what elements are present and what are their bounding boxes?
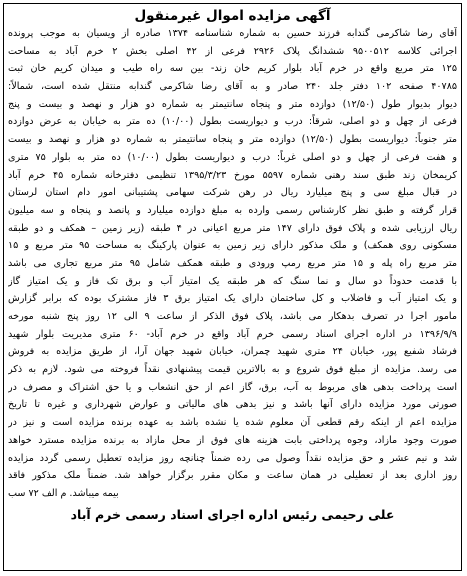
notice-line: فرشاد شفیع پور، خیابان ۲۴ متری شهید چمران، خیابان شهید جهان آرا، از طریق مزایده به فروش — [8, 346, 457, 358]
notice-title: آگهی مزایده اموال غیرمنقول — [134, 8, 331, 24]
notice-line: است پرداخت بدهی های مربوط به آب، برق، گاز اعم از حق انشعاب و یا حق اشتراک و مصرف در — [8, 381, 457, 393]
notice-line: صورت وجود مازاد، وجوه پرداختی بابت هزینه های فوق از محل مازاد به برنده مزایده مسترد خواهد — [8, 434, 457, 446]
notice-line: و یک امتیاز آب و فاضلاب و کل ساختمان دارای یک امتیاز برق ۳ فاز مشترک بوده که برابر گزارش — [8, 293, 457, 305]
notice-signature: علی رحیمی رئیس اداره اجرای اسناد رسمی خرم آباد — [70, 506, 395, 522]
notice-line: کریمخان زند طبق سند رهنی شماره ۵۵۹۷ مورخ ۱۳۹۵/۳/۲۳ تنظیمی دفترخانه شماره ۴۵ خرم آباد — [8, 169, 457, 181]
notice-line: و هفت فرعی از چهل و دو اصلی غرباً: درب و دیواریست بطول (۱۰/۰۰) ده متر به بلوار ۷۵ متری — [8, 151, 457, 163]
notice-line: مامور اجرا در تصرف بدهکار می باشد، پلاک فوق الذکر از ساعت ۹ الی ۱۲ روز پنج شنبه مورخه — [8, 311, 457, 322]
notice-line: شد و نیم عشر و حق مزایده نقداً وصول می رده ضمناً چنانچه روز مزایده تعطیل رسمی گردد مزایده — [8, 452, 457, 464]
notice-line: اجرائی کلاسه ۹۵۰۰۵۱۲ ششدانگ پلاک ۲۹۲۶ فرعی از ۴۲ اصلی بخش ۲ خرم آباد به مساحت — [8, 45, 457, 57]
notice-line: مسکونی روی همکف) و ملک مذکور دارای زیر زمین به عنوان پارکینگ به مساحت ۹۵ متر مربع و ۱۵ — [8, 240, 457, 252]
notice-line: ۱۲۵ متر مربع واقع در خرم آباد بلوار کریم خان زند- بین سه راه طیب و میدان کریم خان ثبت — [8, 63, 457, 75]
notice-line: فرعی از چهل و دو اصلی، شرقاً: درب و دیواریست بطول (۱۰/۰۰) ده متر به خیابان به عرض دوازده — [8, 116, 457, 128]
notice-line: دیوار بدیوار طول (۱۲/۵۰) دوازده متر و پنجاه سانتیمتر به شماره دو هزار و نهصد و بیست و پنج — [8, 98, 457, 110]
notice-line: روز اداری بعد از تعطیلی در همان ساعت و مکان مقرر برگزار خواهد شد. ضمناً ملک مذکور فاقد — [8, 470, 457, 482]
notice-line: با قدمت حدوداً دو سال و نما سنگ که هر طبقه یک امتیاز آب و برق تک فاز و یک امتیاز گاز — [8, 275, 457, 287]
notice-line: متر جنوباً: دیواریست بطول (۱۲/۵۰) دوازده متر و پنجاه سانتیمتر به شماره دو هزار و نهصد و بیست — [8, 134, 457, 146]
notice-line: ۴۰۷۸۵ صفحه ۱۰۲ دفتر جلد ۲۴۰ صادر و به آقای رضا شاکرمی گندابه منتقل شده است، شمالاً: — [8, 81, 457, 93]
notice-line: می رسد. مزایده از مبلغ فوق شروع و به بالاترین قیمت پیشنهادی نقداً فروخته می شود. لازم به ذکر — [8, 364, 457, 376]
notice-line: بیمه میباشد. م الف ۷۲ سب — [8, 487, 119, 499]
notice-line: ۱۳۹۶/۹/۹ در اداره اجرای اسناد رسمی خرم آباد واقع در خرم آباد- ۶۰ متری مدیریت بلوار شهید — [8, 328, 457, 340]
notice-line: ریال ارزیابی شده و پلاک فوق دارای ۱۴۷ متر مربع اعیانی در ۴ طبقه (زیر زمین – همکف و دو طبقه — [8, 222, 457, 234]
auction-notice — [3, 3, 462, 571]
notice-line: آقای رضا شاکرمی گندابه فرزند حسین به شماره شناسنامه ۱۳۷۴ صادره از ویسیان به موجب پرونده — [8, 28, 457, 39]
notice-line: قرار گرفته و طبق نظر کارشناس رسمی وارده به مبلغ دوازده میلیارد و پانصد و پنجاه و سه میلیون — [8, 204, 457, 216]
notice-line: مزایده اعم از اینکه رقم قطعی آن معلوم شده یا نشده باشد به عهده برنده مزایده است و نیز در — [8, 417, 457, 429]
notice-line: صورتی مورد مزایده دارای آنها باشد و نیز بدهی های مالیاتی و عوارض شهرداری و غیره تا تاریخ — [8, 399, 457, 411]
notice-body — [4, 25, 461, 503]
notice-line: در قبال مبلغ سی و پنج میلیارد ریال در رهن شرکت سهامی پشتیبانی امور دام استان لرستان — [8, 187, 457, 199]
notice-line: متر مربع راه پله و ۱۵ متر مربع رمپ ورودی و طبقه همکف شامل ۹۵ متر مربع تجاری می باشد — [8, 257, 457, 269]
